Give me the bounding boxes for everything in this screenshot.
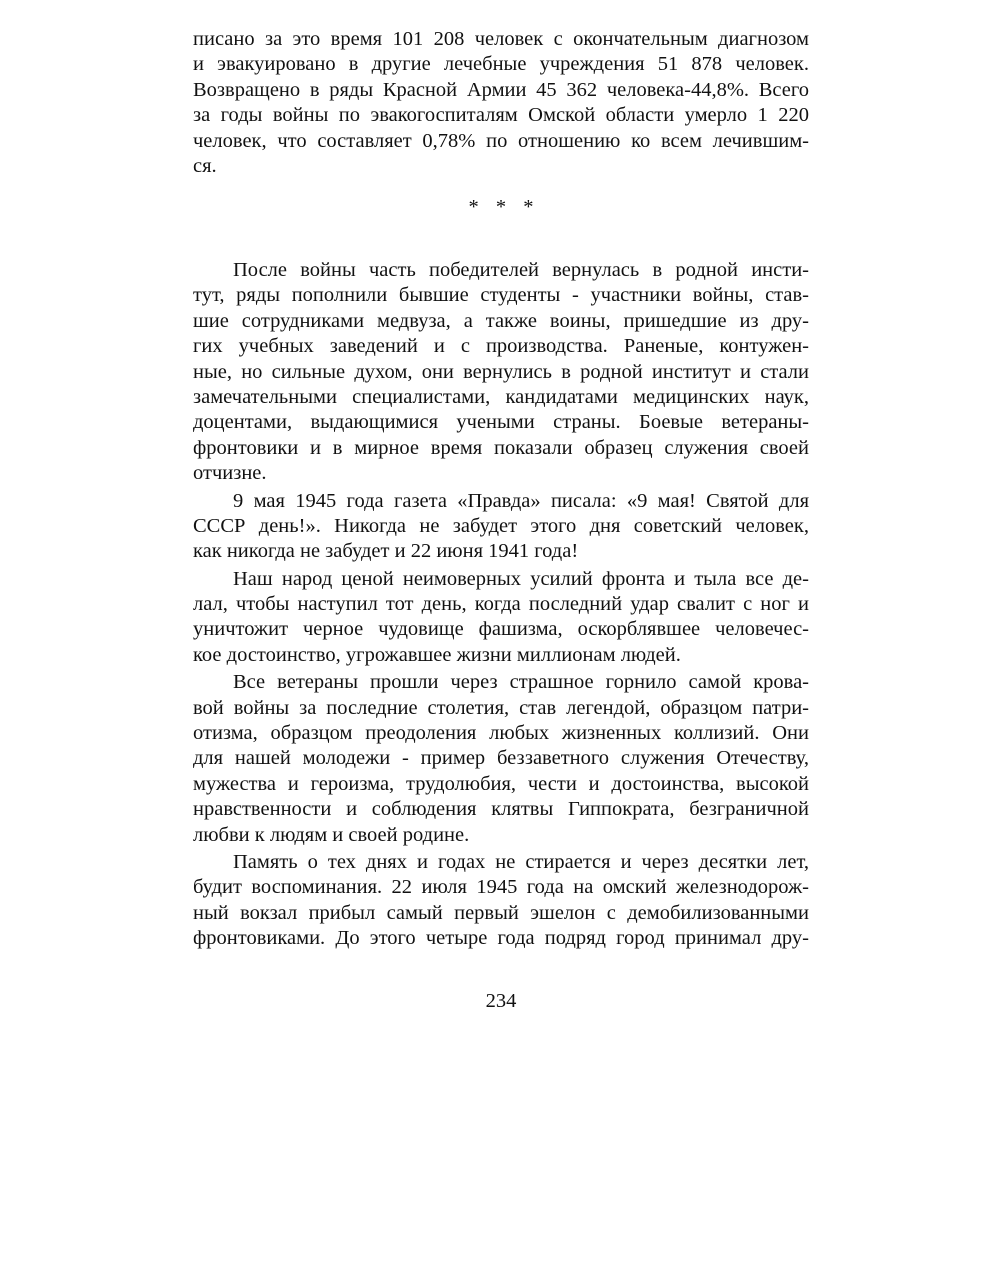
section-separator: * * * xyxy=(468,196,540,218)
text-line: замечательными специалистами, кандидатами медицинских наук, xyxy=(193,385,809,408)
text-line: как никогда не забудет и 22 июня 1941 года! xyxy=(193,540,579,563)
text-line: отизма, образцом преодоления любых жизненных коллизий. Они xyxy=(193,722,809,745)
text-line: доцентами, выдающимися учеными страны. Боевые ветераны- xyxy=(193,411,809,434)
paragraph xyxy=(193,850,809,952)
paragraph xyxy=(193,567,809,669)
top-paragraph xyxy=(193,27,809,179)
text-line: для нашей молодежи - пример беззаветного служения Отечеству, xyxy=(193,747,809,770)
text-line: СССР день!». Никогда не забудет этого дня советский человек, xyxy=(193,514,809,537)
text-line: шие сотрудниками медвуза, а также воины, пришедшие из дру- xyxy=(193,309,809,332)
text-line: ные, но сильные духом, они вернулись в родной институт и стали xyxy=(193,360,809,383)
text-line: ся. xyxy=(193,154,217,177)
text-line: человек, что составляет 0,78% по отношению ко всем лечившим- xyxy=(193,129,809,152)
text-line: Все ветераны прошли через страшное горнило самой крова- xyxy=(233,671,809,694)
text-line: нравственности и соблюдения клятвы Гиппократа, безграничной xyxy=(193,798,809,821)
text-line: 9 мая 1945 года газета «Правда» писала: «9 мая! Святой для xyxy=(233,489,809,512)
text-line: фронтовики и в мирное время показали образец служения своей xyxy=(193,436,809,459)
text-line: будит воспоминания. 22 июля 1945 года на омский железнодорож- xyxy=(193,876,809,899)
text-line: гих учебных заведений и с производства. Раненые, контужен- xyxy=(193,335,809,358)
page-number: 234 xyxy=(485,990,517,1012)
text-line: кое достоинство, угрожавшее жизни миллионам людей. xyxy=(193,643,681,666)
paragraph xyxy=(193,670,809,848)
paragraph xyxy=(193,258,809,487)
main-text xyxy=(193,258,809,954)
text-line: фронтовиками. До этого четыре года подряд город принимал дру- xyxy=(193,927,809,950)
text-line: мужества и героизма, трудолюбия, чести и достоинства, высокой xyxy=(193,772,809,795)
text-line: вой войны за последние столетия, став легендой, образцом патри- xyxy=(193,696,809,719)
text-line: и эвакуировано в другие лечебные учреждения 51 878 человек. xyxy=(193,53,809,76)
text-line: Наш народ ценой неимоверных усилий фронта и тыла все де- xyxy=(233,567,809,590)
paragraph xyxy=(193,489,809,565)
text-line: писано за это время 101 208 человек с окончательным диагнозом xyxy=(193,28,809,50)
text-line: ный вокзал прибыл самый первый эшелон с демобилизованными xyxy=(193,901,809,924)
text-line: уничтожит черное чудовище фашизма, оскорблявшее человечес- xyxy=(193,618,809,641)
text-line: тут, ряды пополнили бывшие студенты - участники войны, став- xyxy=(193,284,809,307)
text-line: за годы войны по эвакогоспиталям Омской области умерло 1 220 xyxy=(193,104,809,127)
text-line: любви к людям и своей родине. xyxy=(193,823,470,846)
text-line: Возвращено в ряды Красной Армии 45 362 человека-44,8%. Всего xyxy=(193,78,809,101)
text-line: После войны часть победителей вернулась в родной инсти- xyxy=(233,259,809,281)
text-line: лал, чтобы наступил тот день, когда последний удар свалит с ног и xyxy=(193,593,809,616)
text-line: Память о тех днях и годах не стирается и через десятки лет, xyxy=(233,850,809,873)
text-line: отчизне. xyxy=(193,462,267,485)
